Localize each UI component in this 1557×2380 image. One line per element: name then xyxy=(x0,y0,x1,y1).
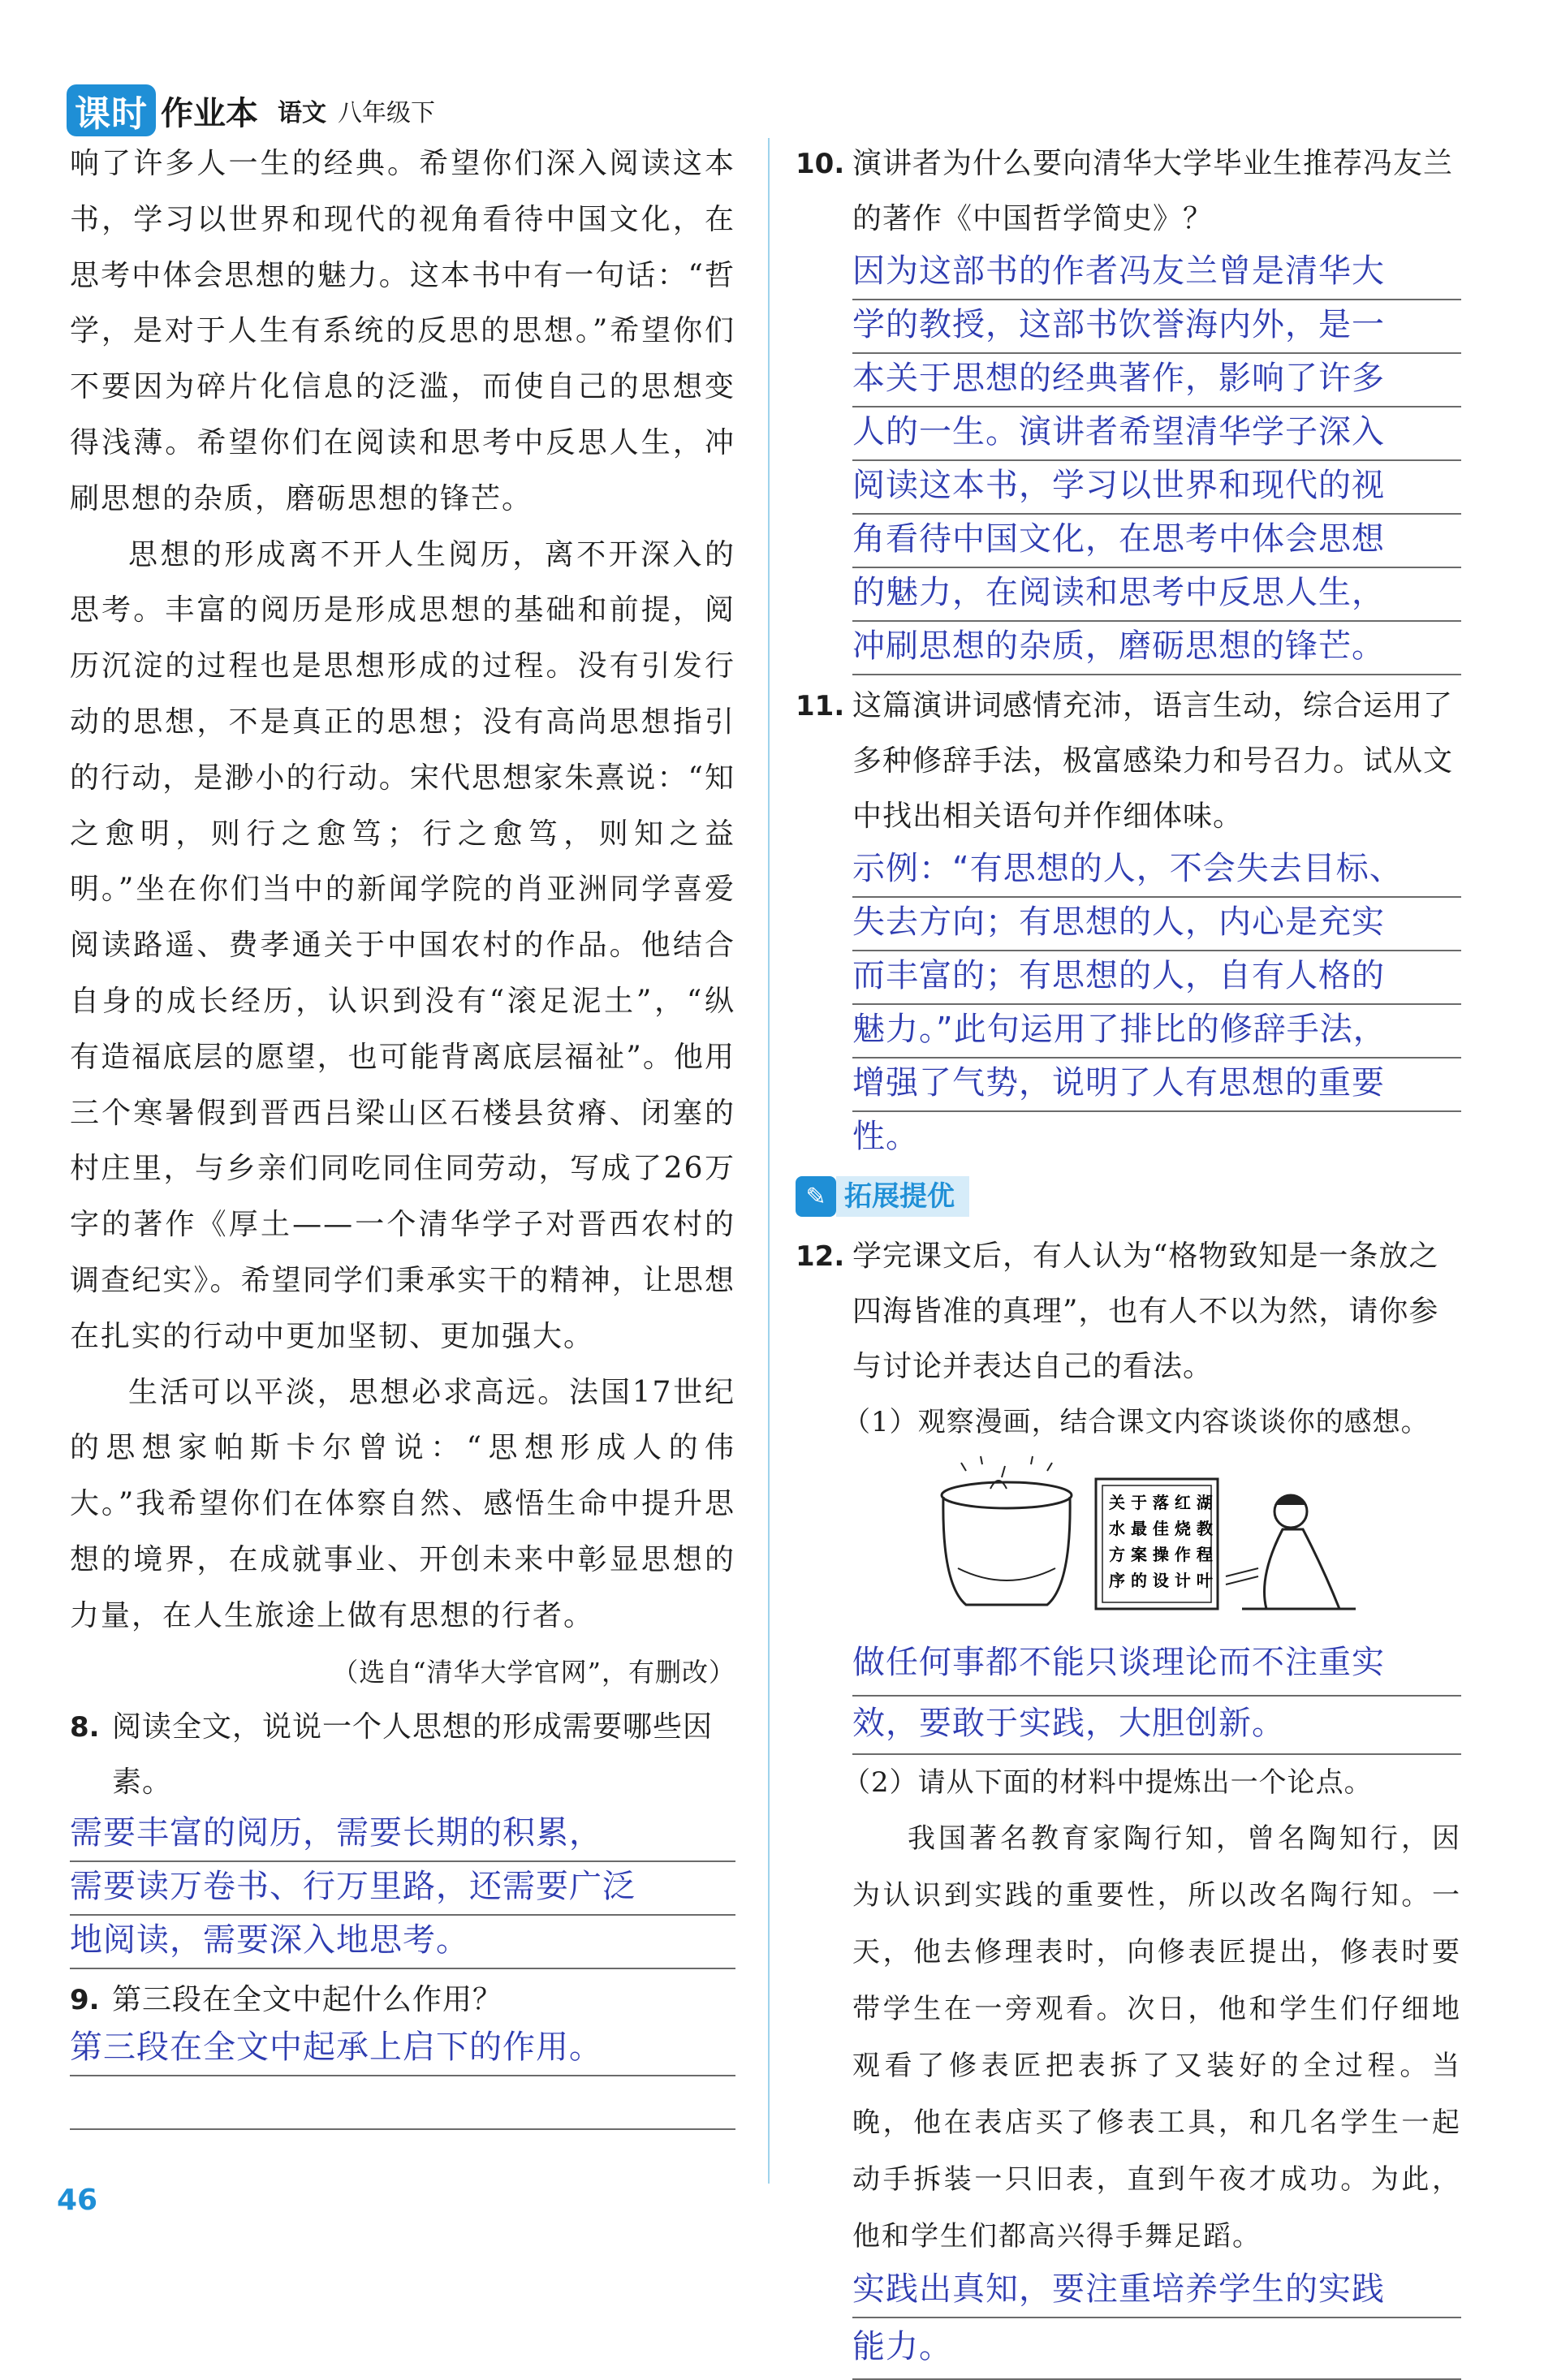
answer-10 xyxy=(852,247,1461,675)
subject-label: 语文 xyxy=(278,99,326,127)
answer-12-1 xyxy=(852,1632,1461,1755)
question-10 xyxy=(796,136,1461,247)
answer-line[interactable]: 而丰富的；有思想的人，自有人格的 xyxy=(852,951,1461,1005)
answer-line[interactable]: 人的一生。演讲者希望清华学子深入 xyxy=(852,407,1461,461)
answer-line[interactable]: 失去方向；有思想的人，内心是充实 xyxy=(852,898,1461,951)
answer-12-2 xyxy=(852,2265,1461,2380)
answer-line[interactable]: 增强了气势，说明了人有思想的重要 xyxy=(852,1058,1461,1112)
answer-line[interactable]: 做任何事都不能只谈理论而不注重实 xyxy=(852,1632,1461,1697)
question-text: 阅读全文，说说一个人思想的形成需要哪些因素。 xyxy=(112,1710,714,1799)
question-text: 学完课文后，有人认为“格物致知是一条放之四海皆准的真理”，也有人不以为然，请你参与讨论并表达自己的看法。 xyxy=(852,1240,1439,1383)
pot-icon xyxy=(942,1456,1072,1605)
scholar-figure xyxy=(1226,1495,1356,1609)
answer-line[interactable]: 实践出真知，要注重培养学生的实践 xyxy=(852,2265,1461,2318)
question-number: 12. xyxy=(796,1240,845,1273)
comic-illustration xyxy=(934,1455,1388,1625)
brand-logo: 课时 xyxy=(67,84,156,136)
section-header xyxy=(796,1169,1461,1224)
answer-11 xyxy=(852,844,1461,1164)
sub-question-1: （1）观察漫画，结合课文内容谈谈你的感想。 xyxy=(843,1406,1430,1438)
article-paragraph: 生活可以平淡，思想必求高远。法国17世纪的思想家帕斯卡尔曾说：“思想形成人的伟大。”我希望你们在体察自然、感悟生命中提升思想的境界，在成就事业、开创未来中彰显思想的力量，在人生旅途上做有思想的行者。 xyxy=(70,1375,735,1632)
question-text: 这篇演讲词感情充沛，语言生动，综合运用了多种修辞手法，极富感染力和号召力。试从文中找出相关语句并作细体味。 xyxy=(852,689,1454,833)
right-column xyxy=(796,136,1461,2380)
answer-line[interactable]: 第三段在全文中起承上启下的作用。 xyxy=(70,2023,735,2076)
answer-line[interactable]: 效，要敢于实践，大胆创新。 xyxy=(852,1697,1461,1755)
answer-line[interactable]: 学的教授，这部书饮誉海内外，是一 xyxy=(852,300,1461,354)
question-11 xyxy=(796,679,1461,844)
article-source: （选自“清华大学官网”，有删改） xyxy=(332,1656,735,1688)
answer-line[interactable]: 本关于思想的经典著作，影响了许多 xyxy=(852,354,1461,407)
answer-line[interactable]: 阅读这本书，学习以世界和现代的视 xyxy=(852,461,1461,515)
column-divider xyxy=(768,138,770,2184)
brand-name: 作业本 xyxy=(161,94,258,132)
article-paragraph: 思想的形成离不开人生阅历，离不开深入的思考。丰富的阅历是形成思想的基础和前提，阅历沉淀的过程也是思想形成的过程。没有引发行动的思想，不是真正的思想；没有高尚思想指引的行动，是渺小的行动。宋代思想家朱熹说：“知之愈明，则行之愈笃；行之愈笃，则知之益明。”坐在你们当中的新闻学院的肖亚洲同学喜爱阅读路遥、费孝通关于中国农村的作品。他结合自身的成长经历，认识到没有“滚足泥土”，“纵有造福底层的愿望，也可能背离底层福祉”。他用三个寒暑假到晋西吕梁山区石楼县贫瘠、闭塞的村庄里，与乡亲们同吃同住同劳动，写成了26万字的著作《厚土——一个清华学子对晋西农村的调查纪实》。希望同学们秉承实干的精神，让思想在扎实的行动中更加坚韧、更加强大。 xyxy=(70,537,735,1353)
article-paragraph: 响了许多人一生的经典。希望你们深入阅读这本书，学习以世界和现代的视角看待中国文化，在思考中体会思想的魅力。这本书中有一句话：“哲学，是对于人生有系统的反思的思想。”希望你们不要因为碎片化信息的泛滥，而使自己的思想变得浅薄。希望你们在阅读和思考中反思人生，冲刷思想的杂质，磨砺思想的锋芒。 xyxy=(70,147,735,515)
answer-line[interactable]: 性。 xyxy=(852,1118,919,1155)
answer-9 xyxy=(70,2023,735,2130)
sub-question-2: （2）请从下面的材料中提炼出一个论点。 xyxy=(843,1766,1373,1799)
material-passage: 我国著名教育家陶行知，曾名陶知行，因为认识到实践的重要性，所以改名陶行知。一天，他去修理表时，向修表匠提出，修表时要带学生在一旁观看。次日，他和学生们仔细地观看了修表匠把表拆了又装好的全过程。当晚，他在表店买了修表工具，和几名学生一起动手拆装一只旧表，直到午夜才成功。为此，他和学生们都高兴得手舞足蹈。 xyxy=(852,1822,1461,2253)
grade-label: 八年级下 xyxy=(338,99,435,127)
answer-line[interactable]: 的魅力，在阅读和思考中反思人生， xyxy=(852,568,1461,622)
left-column xyxy=(70,136,735,2130)
question-number: 11. xyxy=(796,690,845,722)
question-text: 演讲者为什么要向清华大学毕业生推荐冯友兰的著作《中国哲学简史》？ xyxy=(852,147,1454,235)
page-header xyxy=(67,81,435,140)
page-number: 46 xyxy=(57,2184,98,2217)
board-text: 水 最 佳 烧 教 xyxy=(1109,1519,1213,1538)
answer-line[interactable]: 需要丰富的阅历，需要长期的积累， xyxy=(70,1809,735,1862)
answer-line[interactable]: 示例：“有思想的人，不会失去目标、 xyxy=(852,844,1461,898)
board-text: 方 案 操 作 程 xyxy=(1109,1545,1213,1564)
question-text: 第三段在全文中起什么作用？ xyxy=(112,1982,503,2016)
answer-line[interactable]: 因为这部书的作者冯友兰曾是清华大 xyxy=(852,247,1461,300)
answer-line[interactable]: 冲刷思想的杂质，磨砺思想的锋芒。 xyxy=(852,622,1461,675)
question-number: 10. xyxy=(796,148,845,180)
answer-line[interactable]: 地阅读，需要深入地思考。 xyxy=(70,1916,735,1969)
answer-line[interactable]: 需要读万卷书、行万里路，还需要广泛 xyxy=(70,1862,735,1916)
question-12 xyxy=(796,1229,1461,1395)
question-9 xyxy=(70,1973,735,2028)
question-number: 8. xyxy=(70,1710,100,1744)
board-text: 序 的 设 计 叶 xyxy=(1109,1571,1213,1590)
answer-line[interactable] xyxy=(70,2076,735,2130)
answer-line[interactable]: 角看待中国文化，在思考中体会思想 xyxy=(852,515,1461,568)
answer-line[interactable]: 魅力。”此句运用了排比的修辞手法， xyxy=(852,1005,1461,1058)
board-text: 关 于 落 红 湖 xyxy=(1109,1493,1213,1512)
lesson-board xyxy=(1096,1479,1218,1609)
comic-drawing xyxy=(934,1455,1388,1625)
answer-8 xyxy=(70,1809,735,1969)
answer-line[interactable]: 能力。 xyxy=(852,2318,1461,2380)
section-title: 拓展提优 xyxy=(836,1176,969,1217)
pencil-icon: ✎ xyxy=(796,1176,836,1217)
question-8 xyxy=(70,1700,735,1810)
question-number: 9. xyxy=(70,1983,100,2016)
